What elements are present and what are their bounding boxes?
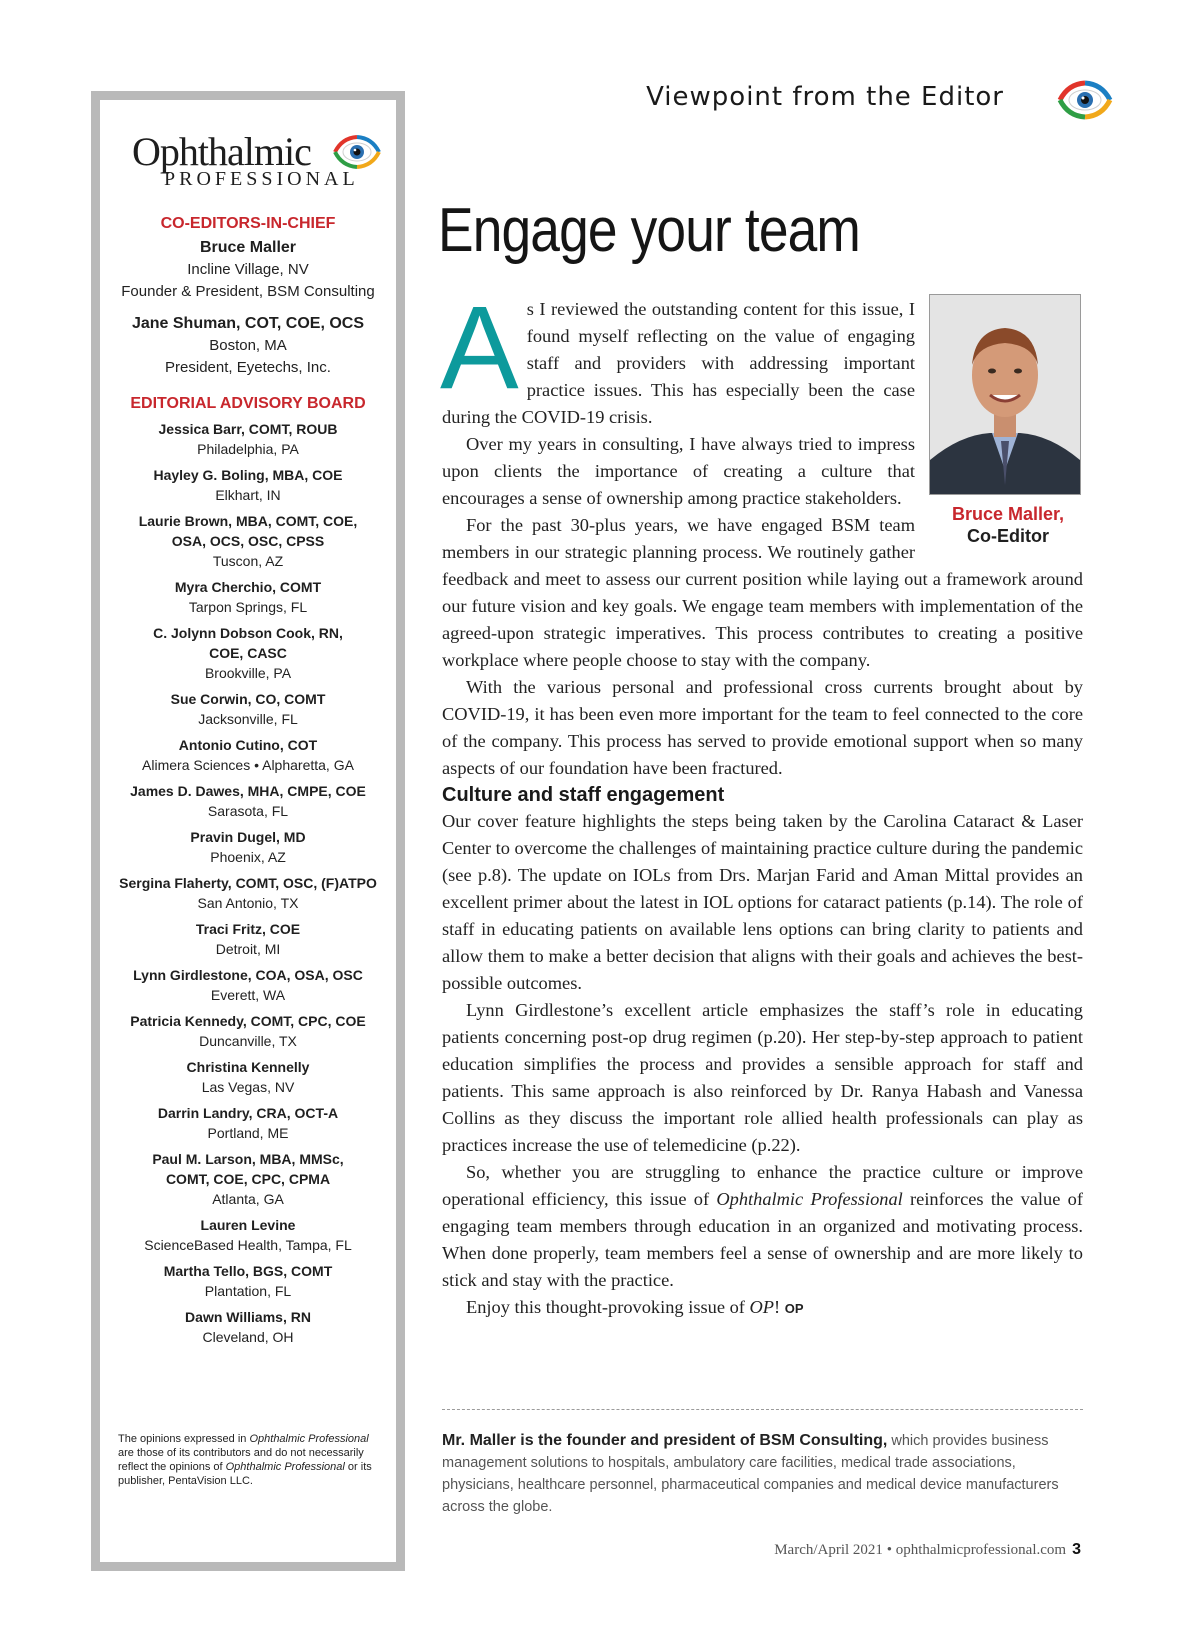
board-member (100, 965, 396, 1005)
board-member-location: Cleveland, OH (202, 1329, 294, 1345)
page-number: 3 (1072, 1541, 1081, 1558)
board-member-name: Laurie Brown, MBA, COMT, COE, OSA, OCS, OSC, CPSS (138, 513, 358, 549)
board-member-location: ScienceBased Health, Tampa, FL (144, 1237, 352, 1253)
board-member-name: Martha Tello, BGS, COMT (163, 1263, 333, 1279)
board-member-location: Alimera Sciences • Alpharetta, GA (142, 757, 354, 773)
board-member (100, 577, 396, 617)
disclaimer-publication: Ophthalmic Professional (225, 1461, 345, 1473)
page-footer (774, 1541, 1081, 1559)
bio-divider (442, 1409, 1083, 1410)
paragraph-text: Enjoy this thought-provoking issue of (466, 1297, 750, 1317)
board-member-location: Atlanta, GA (212, 1191, 284, 1207)
board-member-location: Duncanville, TX (199, 1033, 297, 1049)
board-member (100, 873, 396, 913)
board-member (100, 781, 396, 821)
board-member (100, 465, 396, 505)
board-member-location: Detroit, MI (215, 941, 281, 957)
photo-caption (929, 503, 1087, 547)
eye-logo-icon (332, 132, 382, 172)
board-member-location: Philadelphia, PA (197, 441, 299, 457)
board-member-location: San Antonio, TX (197, 895, 299, 911)
board-member (100, 919, 396, 959)
board-member-name: Jessica Barr, COMT, ROUB (158, 421, 338, 437)
board-member-location: Elkhart, IN (215, 487, 281, 503)
masthead-sidebar (91, 91, 405, 1571)
logo-word: Ophthalmic (132, 129, 311, 174)
board-member-name: Christina Kennelly (186, 1059, 310, 1075)
disclaimer-text: or its publisher, PentaVision LLC. (118, 1461, 372, 1487)
author-portrait-image (930, 295, 1080, 494)
co-editor-title: President, Eyetechs, Inc. (165, 359, 331, 376)
board-member-name: Pravin Dugel, MD (190, 829, 306, 845)
board-member (100, 1057, 396, 1097)
paragraph-text: ! (774, 1297, 785, 1317)
bio-text: which provides business management solutions to hospitals, ambulatory care facilities, medical trade associations, physicians, healthcare personnel, pharmaceutical companies and medical device manufacturers across the globe. (442, 1433, 1059, 1515)
disclaimer-text: The opinions expressed in (118, 1433, 250, 1445)
board-member-name: Paul M. Larson, MBA, MMSc, COMT, COE, CPC, CPMA (152, 1151, 344, 1187)
author-photo (929, 294, 1081, 495)
drop-cap: A (440, 282, 519, 414)
website-url: ophthalmicprofessional.com (895, 1542, 1067, 1558)
board-member-name: Myra Cherchio, COMT (174, 579, 322, 595)
board-member-location: Phoenix, AZ (210, 849, 286, 865)
paragraph (442, 1294, 1083, 1322)
board-member (100, 1261, 396, 1301)
board-member-name: James D. Dawes, MHA, CMPE, COE (130, 783, 366, 799)
publication-name: Ophthalmic Professional (716, 1189, 903, 1209)
caption-role: Co-Editor (967, 526, 1049, 546)
board-member-location: Brookville, PA (204, 665, 292, 681)
caption-name: Bruce Maller, (951, 504, 1065, 524)
advisory-board-list (100, 419, 396, 1347)
board-member-location: Everett, WA (210, 987, 286, 1003)
section-title: Viewpoint from the Editor (646, 82, 1004, 112)
board-member (100, 1307, 396, 1347)
co-editor-name: Bruce Maller (199, 239, 297, 256)
board-member (100, 511, 396, 571)
paragraph-text: reinforces the value of engaging team members through education in an organized and motivating process. When done properly, team members feel a sense of ownership and are more likely to stick and stay with the practice. (442, 1189, 1083, 1290)
author-bio (442, 1430, 1087, 1518)
co-editors-heading: CO-EDITORS-IN-CHIEF (160, 215, 336, 232)
masthead-list (100, 215, 396, 1353)
end-mark: OP (784, 1301, 804, 1316)
board-member-name: Darrin Landry, CRA, OCT-A (157, 1105, 339, 1121)
bio-lead: Mr. Maller is the founder and president of BSM Consulting, (442, 1432, 888, 1449)
paragraph: For the past 30-plus years, we have engaged BSM team members in our strategic planning process. We routinely gather feedback and meet to assess our current position while laying out a framework around our future vision and key goals. We engage team members with implementation of the agreed-upon strategic imperatives. This process contributes to creating a positive workplace where people choose to stay with the company. (442, 515, 1083, 670)
article-subhead: Culture and staff engagement (442, 784, 725, 806)
board-member (100, 1215, 396, 1255)
board-member-location: Plantation, FL (204, 1283, 292, 1299)
board-member (100, 1149, 396, 1209)
board-member-name: Traci Fritz, COE (195, 921, 301, 937)
board-member-location: Las Vegas, NV (201, 1079, 295, 1095)
board-member (100, 1011, 396, 1051)
board-member-name: C. Jolynn Dobson Cook, RN, COE, CASC (153, 625, 343, 661)
disclaimer-publication: Ophthalmic Professional (249, 1433, 369, 1445)
board-member-name: Antonio Cutino, COT (178, 737, 318, 753)
board-member (100, 1103, 396, 1143)
board-member-name: Sue Corwin, CO, COMT (170, 691, 326, 707)
board-member-name: Sergina Flaherty, COMT, OSC, (F)ATPO (119, 875, 377, 891)
logo-subword: PROFESSIONAL (164, 168, 359, 190)
paragraph: Lynn Girdlestone’s excellent article emphasizes the staff’s role in educating patients concerning post-op drug regimen (p.20). Her step-by-step approach to patient education simplifies the process and provides a sensible approach for staff and patients. This same approach is also reinforced by Dr. Ranya Habash and Vanessa Collins as they discuss the important role allied health professionals can play as practices increase the use of telemedicine (p.22). (442, 1000, 1083, 1155)
co-editor-location: Incline Village, NV (187, 261, 309, 278)
board-member (100, 827, 396, 867)
co-editor-location: Boston, MA (209, 337, 287, 354)
disclaimer-text: are those of its contributors and do not necessarily reflect the opinions of (118, 1447, 364, 1473)
paragraph: Over my years in consulting, I have always tried to impress upon clients the importance of creating a culture that encourages a sense of ownership among practice stakeholders. (442, 434, 915, 508)
board-member-name: Hayley G. Boling, MBA, COE (153, 467, 343, 483)
co-editor-name: Jane Shuman, COT, COE, OCS (131, 315, 365, 332)
paragraph (442, 1159, 1083, 1294)
paragraph: Our cover feature highlights the steps being taken by the Carolina Cataract & Laser Center to overcome the challenges of maintaining practice culture during the pandemic (see p.8). The update on IOLs from Drs. Marjan Farid and Aman Mittal provides an excellent primer about the latest in IOL options for cataract patients (p.14). The role of staff in educating patients on available lens options can bring clarity to patients and allow them to make a better decision that aligns with their goals and achieves the best-possible outcomes. (442, 811, 1083, 993)
article-body (440, 282, 1083, 1322)
board-member (100, 735, 396, 775)
board-member (100, 419, 396, 459)
co-editor-entry (100, 237, 396, 303)
eye-logo-icon (1057, 78, 1113, 122)
board-member-location: Tuscon, AZ (212, 553, 284, 569)
board-member (100, 689, 396, 729)
ophthalmic-professional-logo (132, 128, 382, 198)
board-member-location: Sarasota, FL (207, 803, 289, 819)
co-editor-entry (100, 313, 396, 379)
article-headline: Engage your team (438, 196, 860, 265)
board-member-name: Lauren Levine (200, 1217, 296, 1233)
author-photo-block (929, 294, 1087, 547)
disclaimer (118, 1432, 382, 1488)
board-member-location: Jacksonville, FL (198, 711, 298, 727)
board-member-name: Patricia Kennedy, COMT, CPC, COE (130, 1013, 366, 1029)
board-member (100, 623, 396, 683)
co-editor-title: Founder & President, BSM Consulting (121, 283, 375, 300)
publication-abbrev: OP (749, 1297, 775, 1317)
paragraph: With the various personal and professional cross currents brought about by COVID-19, it has been even more important for the team to feel connected to the core of the company. This process has served to provide emotional support when so many aspects of our foundation have been fractured. (442, 677, 1083, 778)
board-member-name: Dawn Williams, RN (185, 1309, 311, 1325)
board-member-location: Portland, ME (207, 1125, 289, 1141)
paragraph-text: So, whether you are struggling to enhance the practice culture or improve operational efficiency, this issue of (442, 1162, 1083, 1209)
advisory-board-heading: EDITORIAL ADVISORY BOARD (130, 395, 366, 412)
issue-date: March/April 2021 (774, 1542, 883, 1558)
board-member-name: Lynn Girdlestone, COA, OSA, OSC (133, 967, 363, 983)
paragraph-text: s I reviewed the outstanding content for this issue, I found myself reflecting on the value of engaging staff and providers with addressing important practice issues. This has especially been the case during the COVID-19 crisis. (442, 299, 915, 427)
board-member-location: Tarpon Springs, FL (188, 599, 308, 615)
footer-separator: • (882, 1542, 896, 1558)
